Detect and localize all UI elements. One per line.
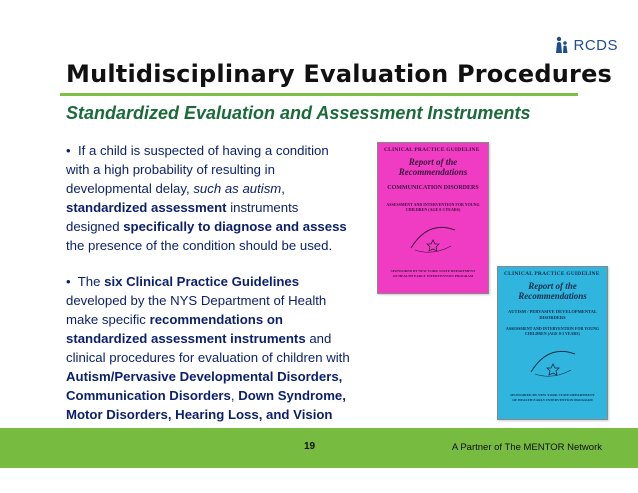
bullet: • [66, 143, 71, 158]
cover-report-line-1: Report of the [528, 281, 577, 291]
partner-text: A Partner of The MENTOR Network [451, 442, 602, 453]
early-intervention-logo-icon [403, 218, 463, 258]
para1-text-4: the presence of the condition should be used. [66, 237, 333, 253]
para1-text-2: , [281, 180, 285, 196]
para1-text-3: instruments designed [66, 199, 299, 234]
footer-bar [0, 428, 638, 468]
paragraph-1 [66, 142, 351, 255]
guideline-cover-communication [377, 142, 489, 294]
early-intervention-logo-icon [523, 342, 583, 382]
family-icon [555, 36, 569, 54]
rcds-logo [555, 36, 618, 54]
para1-bold-1: standardized assessment [66, 199, 227, 215]
cover-scope: ASSESSMENT AND INTERVENTION FOR YOUNG CHILDREN (AGE 0-3 YEARS) [386, 202, 480, 212]
para2-bold-4: Down Syndrome, Motor Disorders, Hearing Loss, and Vision [66, 387, 346, 422]
page-number: 19 [304, 441, 316, 452]
cover-report-line-2: Recommendations [518, 291, 587, 301]
para2-text-4: , [230, 387, 239, 403]
para2-bold-1: six Clinical Practice Guidelines [104, 274, 300, 290]
para1-bold-2: specifically to diagnose and assess [123, 218, 347, 234]
page-subtitle: Standardized Evaluation and Assessment Instruments [66, 103, 531, 123]
cover-topic: AUTISM / PERVASIVE DEVELOPMENTAL DISORDERS [507, 309, 598, 320]
cover-scope: ASSESSMENT AND INTERVENTION FOR YOUNG CHILDREN (AGE 0-3 YEARS) [505, 326, 600, 336]
para2-text-2: developed by the NYS Department of Health make specific [66, 293, 327, 328]
cover-sponsor: SPONSORED BY NEW YORK STATE DEPARTMENT OF HEALTH EARLY INTERVENTION PROGRAM [510, 393, 595, 402]
cover-sponsor: SPONSORED BY NEW YORK STATE DEPARTMENT OF HEALTH EARLY INTERVENTION PROGRAM [390, 269, 476, 278]
para2-bold-3: Autism/Pervasive Developmental Disorders, Communication Disorders [66, 368, 343, 403]
title-divider [60, 93, 578, 96]
guideline-cover-autism [497, 266, 608, 420]
paragraph-2 [66, 273, 351, 443]
logo-text: RCDS [573, 36, 618, 54]
cover-guideline-label: CLINICAL PRACTICE GUIDELINE [504, 271, 600, 277]
page-title: Multidisciplinary Evaluation Procedures [66, 60, 613, 88]
para2-text-1: The [77, 274, 105, 290]
para2-text-3: and clinical procedures for evaluation of children with [66, 331, 350, 366]
cover-report-line-2: Recommendations [398, 167, 468, 177]
para1-italic: such as autism [193, 180, 282, 196]
cover-guideline-label: CLINICAL PRACTICE GUIDELINE [384, 147, 480, 153]
bullet: • [66, 274, 71, 290]
cover-report-line-1: Report of the [408, 157, 458, 167]
para1-text-1: If a child is suspected of having a condition with a high probability of resulting in developmental delay, [66, 143, 329, 196]
body-text [66, 142, 351, 462]
cover-report-title [498, 281, 607, 301]
cover-topic: COMMUNICATION DISORDERS [387, 185, 479, 191]
para2-bold-2: recommendations on standardized assessment instruments [66, 312, 306, 347]
cover-report-title [378, 157, 488, 177]
